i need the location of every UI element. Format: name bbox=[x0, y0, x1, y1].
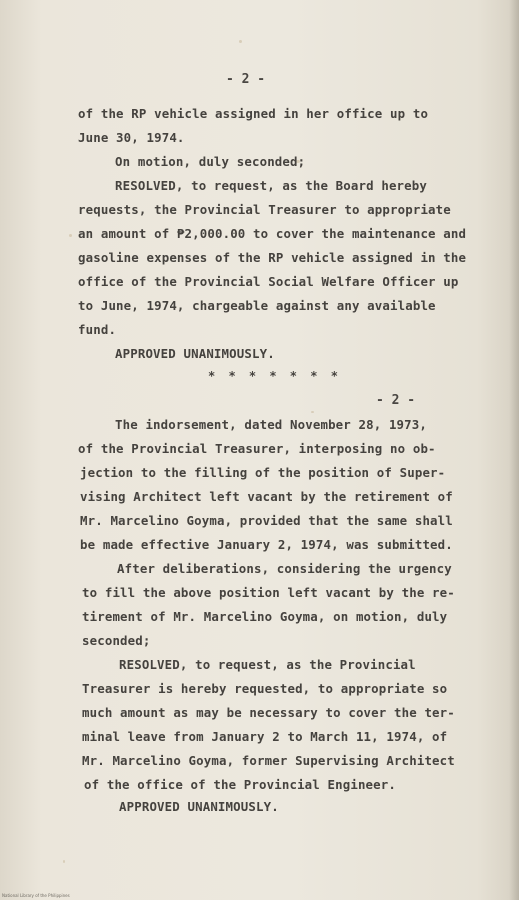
text-line: fund. bbox=[78, 322, 117, 337]
text-line: to June, 1974, chargeable against any available bbox=[78, 298, 436, 313]
text-line: After deliberations, considering the urgency bbox=[117, 561, 452, 576]
paper-speck bbox=[239, 40, 242, 43]
text-line: seconded; bbox=[82, 633, 151, 648]
item-number: - 2 - bbox=[376, 393, 416, 408]
approval-line: APPROVED UNANIMOUSLY. bbox=[115, 346, 275, 361]
text-line: an amount of ₱2,000.00 to cover the maintenance and bbox=[78, 226, 467, 241]
text-line: Treasurer is hereby requested, to appropriate so bbox=[82, 681, 448, 696]
text-line: vising Architect left vacant by the retirement of bbox=[80, 489, 453, 504]
text-line: to fill the above position left vacant by the re- bbox=[82, 585, 455, 600]
text-line: tirement of Mr. Marcelino Goyma, on motion, duly bbox=[82, 609, 448, 624]
text-line: minal leave from January 2 to March 11, 1974, of bbox=[82, 729, 448, 744]
text-line: Mr. Marcelino Goyma, provided that the same shall bbox=[80, 513, 453, 528]
text-line: of the Provincial Treasurer, interposing no ob- bbox=[78, 441, 436, 456]
text-line: RESOLVED, to request, as the Provincial bbox=[119, 657, 416, 672]
page-number: - 2 - bbox=[226, 72, 266, 87]
text-line: Mr. Marcelino Goyma, former Supervising Architect bbox=[82, 753, 455, 768]
archive-footer: National Library of the Philippines bbox=[2, 893, 70, 898]
approval-line: APPROVED UNANIMOUSLY. bbox=[119, 799, 279, 814]
text-line: jection to the filling of the position of Super- bbox=[80, 465, 446, 480]
text-line: On motion, duly seconded; bbox=[115, 154, 306, 169]
text-line: office of the Provincial Social Welfare Officer up bbox=[78, 274, 459, 289]
text-line: RESOLVED, to request, as the Board hereby bbox=[115, 178, 428, 193]
paper-speck bbox=[69, 234, 72, 237]
text-line: gasoline expenses of the RP vehicle assigned in the bbox=[78, 250, 467, 265]
text-line: of the office of the Provincial Engineer. bbox=[84, 777, 397, 792]
text-line: be made effective January 2, 1974, was submitted. bbox=[80, 537, 453, 552]
paper-speck bbox=[63, 860, 65, 863]
page-spine-shadow bbox=[509, 0, 519, 900]
text-line: of the RP vehicle assigned in her office up to bbox=[78, 106, 429, 121]
text-line: much amount as may be necessary to cover the ter- bbox=[82, 705, 455, 720]
text-line: requests, the Provincial Treasurer to appropriate bbox=[78, 202, 451, 217]
text-line: The indorsement, dated November 28, 1973, bbox=[115, 417, 428, 432]
text-line: June 30, 1974. bbox=[78, 130, 185, 145]
section-separator: * * * * * * * bbox=[208, 369, 341, 383]
paper-speck bbox=[311, 411, 314, 413]
